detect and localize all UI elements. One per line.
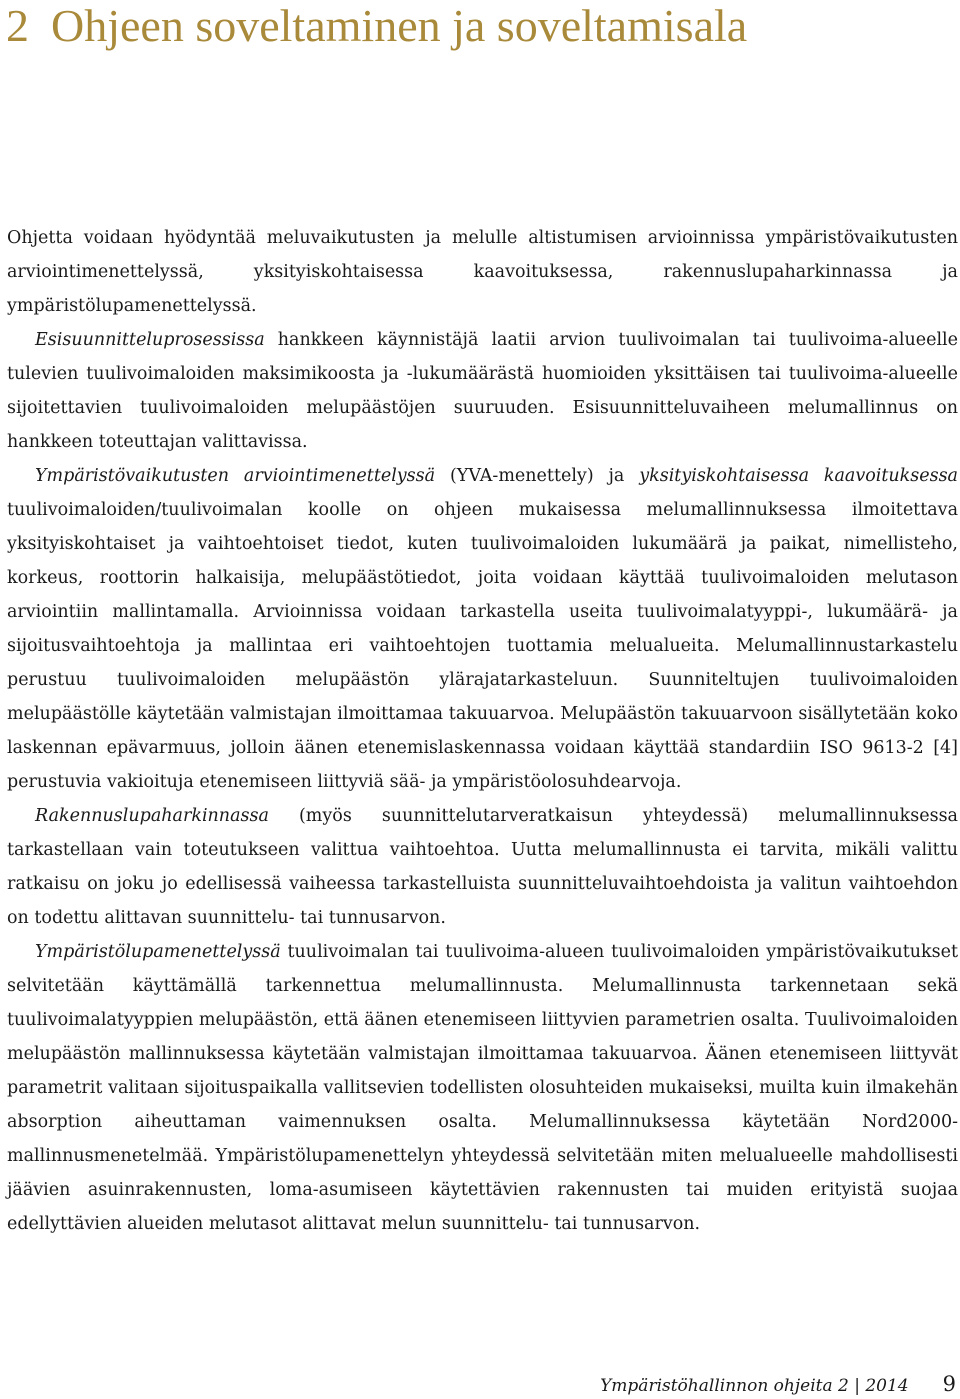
chapter-number: 2 [6, 0, 29, 51]
paragraph-text: tuulivoimaloiden/tuulivoimalan koolle on ohjeen mukaisessa melumallinnuksessa ilmoitettava yksityiskohtaiset ja vaihtoehtoiset tiedot, kuten tuulivoimaloiden lukumäärä ja paikat, nimellisteho, korkeus, roottorin halkaisija, melupäästötiedot, joita voidaan käyttää tuulivoimaloiden melutason arviointiin mallintamalla. Arvioinnissa voidaan tarkastella useita tuulivoimalatyyppi-, lukumäärä- ja sijoitusvaihtoehtoja ja mallintaa eri vaihtoehtojen tuottamia melualueita. Melumallinnustarkastelu perustuu tuulivoimaloiden melupäästön ylärajatarkasteluun. Suunniteltujen tuulivoimaloiden melupäästölle käytetään valmistajan ilmoittamaa takuuarvoa. Melupäästön takuuarvoon sisällytetään koko laskennan epävarmuus, jolloin äänen etenemislaskennassa voidaan käyttää standardiin ISO 9613-2 [4] perustuvia vakioituja etenemiseen liittyviä sää- ja ympäristöolosuhdearvoja. [7, 500, 958, 792]
page-title [6, 0, 747, 52]
paragraph-esisuunnittelu [7, 323, 958, 459]
page-number: 9 [942, 1372, 956, 1396]
chapter-title: Ohjeen soveltaminen ja soveltamisala [51, 0, 748, 51]
publication-name: Ympäristöhallinnon ohjeita 2 | 2014 [600, 1376, 909, 1396]
paragraph-text: Ohjetta voidaan hyödyntää meluvaikutusten ja melulle altistumisen arvioinnissa ympäristövaikutusten arviointimenettelyssä, yksityiskohtaisessa kaavoituksessa, rakennuslupaharkinnassa ja ympäristölupamenettelyssä. [7, 228, 958, 316]
paragraph-rakennuslupa [7, 799, 958, 935]
paragraph-text: hankkeen käynnistäjä laatii arvion tuulivoimalan tai tuulivoima-alueelle tulevien tuulivoimaloiden maksimikoosta ja -lukumäärästä huomioiden yksittäisen tai tuulivoima-alueelle sijoitettavien tuulivoimaloiden melupäästöjen suuruuden. Esisuunnitteluvaiheen melumallinnus on hankkeen toteuttajan valittavissa. [7, 330, 958, 452]
paragraph-text: (YVA-menettely) ja [435, 466, 640, 486]
paragraph-ymparistolupa [7, 935, 958, 1241]
paragraph-term: Esisuunnitteluprosessissa [35, 330, 265, 350]
paragraph-term: Ympäristölupamenettelyssä [35, 942, 281, 962]
paragraph-intro [7, 221, 958, 323]
paragraph-text: (myös suunnittelutarveratkaisun yhteydessä) melumallinnuksessa tarkastellaan vain toteutukseen valittua vaihtoehtoa. Uutta melumallinnusta ei tarvita, mikäli valittu ratkaisu on joku jo edellisessä vaiheessa tarkastelluista suunnitteluvaihtoehdoista ja valitun vaihtoehdon on todettu alittavan suunnittelu- tai tunnusarvon. [7, 806, 958, 928]
paragraph-term: Rakennuslupaharkinnassa [35, 806, 269, 826]
paragraph-yva [7, 459, 958, 799]
paragraph-term: Ympäristövaikutusten arviointimenettelyssä [35, 466, 436, 486]
body-text [7, 221, 958, 1241]
paragraph-text: tuulivoimalan tai tuulivoima-alueen tuulivoimaloiden ympäristövaikutukset selvitetään käyttämällä tarkennettua melumallinnusta. Melumallinnusta tarkennetaan sekä tuulivoimalatyyppien melupäästön, että äänen etenemiseen liittyvien parametrien osalta. Tuulivoimaloiden melupäästön mallinnuksessa käytetään valmistajan ilmoittamaa takuuarvoa. Äänen etenemiseen liittyvät parametrit valitaan sijoituspaikalla vallitsevien todellisten olosuhteiden mukaiseksi, muilta kuin ilmakehän absorption aiheuttaman vaimennuksen osalta. Melumallinnuksessa käytetään Nord2000-mallinnusmenetelmää. Ympäristölupamenettelyn yhteydessä selvitetään miten melualueelle mahdollisesti jäävien asuinrakennusten, loma-asumiseen käytettävien rakennusten tai muiden erityistä suojaa edellyttävien alueiden melutasot alittavat melun suunnittelu- tai tunnusarvon. [7, 942, 958, 1234]
page-footer [600, 1371, 956, 1399]
paragraph-term: yksityiskohtaisessa kaavoituksessa [639, 466, 958, 486]
